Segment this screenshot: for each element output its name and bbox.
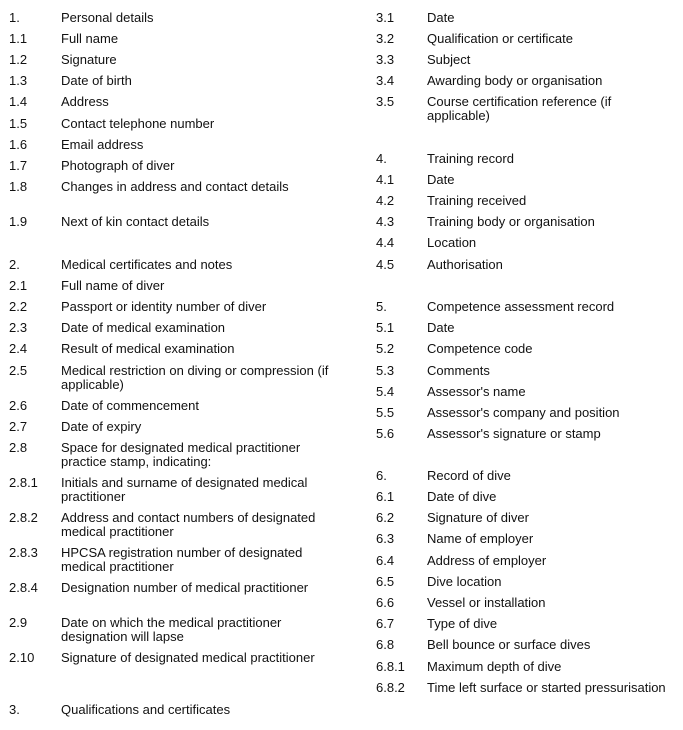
item-text: Comments	[427, 363, 490, 378]
item-number: 4.4	[376, 235, 395, 250]
item-text: Photograph of diver	[61, 158, 175, 173]
item-text: Medical restriction on diving or compression (if applicable)	[61, 363, 329, 392]
item-text: HPCSA registration number of designated medical practitioner	[61, 545, 303, 574]
item-number: 1.8	[9, 179, 28, 194]
item-text: Address and contact numbers of designated medical practitioner	[61, 510, 316, 539]
item-number: 5.	[376, 299, 387, 314]
item-number: 3.	[9, 702, 20, 717]
item-number: 4.1	[376, 172, 395, 187]
item-number: 2.6	[9, 398, 28, 413]
item-number: 2.1	[9, 278, 28, 293]
item-number: 1.	[9, 10, 20, 25]
item-text: Bell bounce or surface dives	[427, 637, 591, 652]
item-number: 1.7	[9, 158, 28, 173]
item-text: Date	[427, 172, 455, 187]
item-text: Designation number of medical practitioner	[61, 580, 309, 595]
item-number: 4.5	[376, 257, 395, 272]
item-number: 2.8	[9, 440, 28, 455]
item-number: 1.3	[9, 73, 28, 88]
item-text: Competence assessment record	[427, 299, 615, 314]
item-text: Result of medical examination	[61, 341, 235, 356]
item-number: 6.2	[376, 510, 395, 525]
item-number: 2.10	[9, 650, 35, 665]
item-number: 2.8.3	[9, 545, 38, 560]
item-number: 6.5	[376, 574, 395, 589]
item-text: Signature of diver	[427, 510, 529, 525]
item-number: 4.2	[376, 193, 395, 208]
item-text: Next of kin contact details	[61, 214, 210, 229]
item-number: 2.9	[9, 615, 28, 630]
item-text: Initials and surname of designated medical practitioner	[61, 475, 308, 504]
item-number: 4.	[376, 151, 387, 166]
item-text: Date	[427, 10, 455, 25]
item-text: Address of employer	[427, 553, 547, 568]
item-text: Maximum depth of dive	[427, 659, 562, 674]
item-text: Full name of diver	[61, 278, 165, 293]
item-text: Competence code	[427, 341, 533, 356]
item-number: 1.6	[9, 137, 28, 152]
item-number: 6.	[376, 468, 387, 483]
item-number: 1.1	[9, 31, 28, 46]
item-number: 3.3	[376, 52, 395, 67]
item-text: Date of expiry	[61, 419, 142, 434]
item-text: Type of dive	[427, 616, 498, 631]
item-number: 1.9	[9, 214, 28, 229]
item-number: 1.2	[9, 52, 28, 67]
item-text: Time left surface or started pressurisation	[427, 680, 666, 695]
item-number: 6.6	[376, 595, 395, 610]
item-text: Date	[427, 320, 455, 335]
item-text: Contact telephone number	[61, 116, 215, 131]
item-number: 3.4	[376, 73, 395, 88]
item-text: Dive location	[427, 574, 502, 589]
item-text: Date of dive	[427, 489, 497, 504]
item-number: 3.1	[376, 10, 395, 25]
item-text: Assessor's signature or stamp	[427, 426, 601, 441]
item-number: 5.1	[376, 320, 395, 335]
item-text: Qualification or certificate	[427, 31, 573, 46]
item-text: Assessor's name	[427, 384, 526, 399]
item-text: Assessor's company and position	[427, 405, 620, 420]
item-text: Full name	[61, 31, 119, 46]
item-text: Location	[427, 235, 477, 250]
item-text: Course certification reference (if applicable)	[427, 94, 612, 123]
item-number: 4.3	[376, 214, 395, 229]
item-number: 6.7	[376, 616, 395, 631]
item-number: 3.5	[376, 94, 395, 109]
item-number: 5.2	[376, 341, 395, 356]
item-number: 1.5	[9, 116, 28, 131]
item-text: Date of birth	[61, 73, 132, 88]
item-number: 2.8.1	[9, 475, 38, 490]
item-number: 6.1	[376, 489, 395, 504]
item-number: 5.3	[376, 363, 395, 378]
item-text: Signature of designated medical practitioner	[61, 650, 315, 665]
item-text: Address	[61, 94, 109, 109]
item-text: Training body or organisation	[427, 214, 595, 229]
item-text: Medical certificates and notes	[61, 257, 233, 272]
item-number: 2.	[9, 257, 20, 272]
item-text: Training received	[427, 193, 527, 208]
item-text: Record of dive	[427, 468, 511, 483]
item-text: Awarding body or organisation	[427, 73, 603, 88]
item-text: Passport or identity number of diver	[61, 299, 267, 314]
item-text: Subject	[427, 52, 471, 67]
item-text: Personal details	[61, 10, 154, 25]
item-number: 5.6	[376, 426, 395, 441]
item-text: Vessel or installation	[427, 595, 546, 610]
item-number: 2.2	[9, 299, 28, 314]
item-number: 2.8.2	[9, 510, 38, 525]
item-number: 2.4	[9, 341, 28, 356]
item-number: 5.4	[376, 384, 395, 399]
item-text: Date on which the medical practitioner designation will lapse	[61, 615, 282, 644]
item-text: Changes in address and contact details	[61, 179, 289, 194]
item-text: Date of medical examination	[61, 320, 226, 335]
item-number: 2.5	[9, 363, 28, 378]
item-text: Authorisation	[427, 257, 503, 272]
item-text: Space for designated medical practitioner practice stamp, indicating:	[61, 440, 301, 469]
item-number: 2.7	[9, 419, 28, 434]
item-number: 2.3	[9, 320, 28, 335]
item-number: 6.8	[376, 637, 395, 652]
item-number: 6.4	[376, 553, 395, 568]
item-text: Date of commencement	[61, 398, 200, 413]
item-number: 6.8.2	[376, 680, 405, 695]
item-text: Email address	[61, 137, 144, 152]
item-text: Signature	[61, 52, 117, 67]
item-number: 1.4	[9, 94, 28, 109]
item-text: Qualifications and certificates	[61, 702, 231, 717]
item-number: 5.5	[376, 405, 395, 420]
item-number: 2.8.4	[9, 580, 38, 595]
item-number: 6.8.1	[376, 659, 405, 674]
item-number: 6.3	[376, 531, 395, 546]
item-text: Training record	[427, 151, 514, 166]
item-text: Name of employer	[427, 531, 534, 546]
item-number: 3.2	[376, 31, 395, 46]
